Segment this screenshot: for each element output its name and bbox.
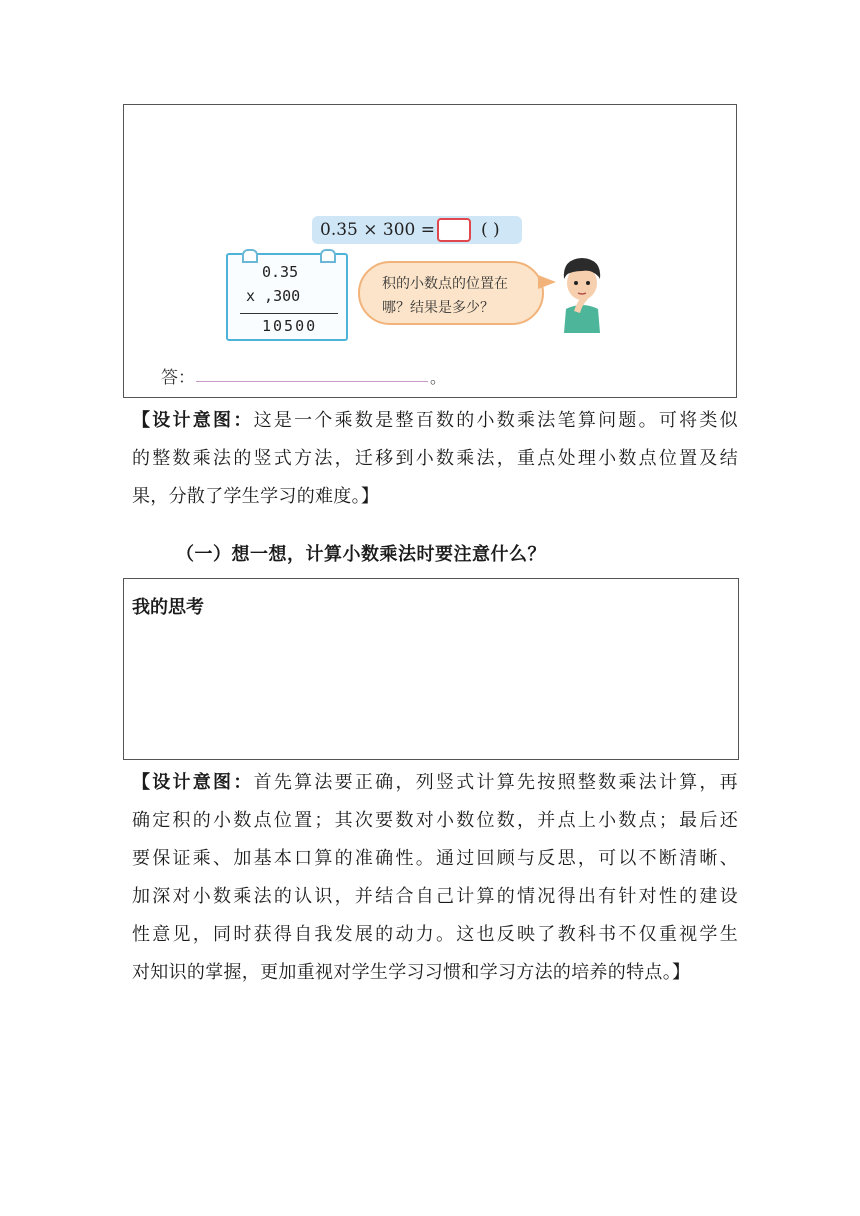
- intent2-line-2: 确定积的小数点位置；其次要数对小数位数，并点上小数点；最后还: [132, 810, 738, 831]
- intent1-line-3: 果，分散了学生学习的难度。】: [132, 486, 380, 507]
- intent2-text-1: 首先算法要正确，列竖式计算先按照整数乘法计算，再: [253, 772, 738, 793]
- unit-paren: ( ): [481, 220, 500, 240]
- vertical-calculation-paper: [226, 253, 348, 341]
- design-intent-1: [132, 402, 738, 516]
- speech-bubble: [358, 261, 544, 325]
- vertical-line-1: 0.35: [262, 263, 299, 281]
- intent1-line-1: [132, 402, 738, 440]
- section-heading: （一）想一想，计算小数乘法时要注意什么？: [176, 544, 546, 565]
- intent1-text-1: 这是一个乘数是整百数的小数乘法笔算问题。可将类似: [253, 410, 738, 431]
- design-intent-2: [132, 764, 738, 992]
- vertical-line-2: x ,300: [246, 287, 301, 305]
- equation-text: 0.35 × 300 =: [320, 220, 435, 240]
- my-thinking-title: 我的思考: [132, 597, 204, 618]
- problem-box: [123, 104, 737, 398]
- vertical-result: 10500: [262, 317, 318, 335]
- bubble-line-2: 哪？结果是多少？: [382, 300, 494, 316]
- equation-bar: [312, 216, 522, 244]
- intent2-line-1: [132, 764, 738, 802]
- intent1-line-2: 的整数乘法的竖式方法，迁移到小数乘法，重点处理小数点位置及结: [132, 448, 738, 469]
- answer-input-line[interactable]: [196, 381, 428, 382]
- intent2-line-6: 对知识的掌握，更加重视对学生学习习惯和学习方法的培养的特点。】: [132, 962, 691, 983]
- intent2-line-5: 性意见，同时获得自我发展的动力。这也反映了教科书不仅重视学生: [132, 924, 738, 945]
- answer-blank-box[interactable]: [437, 218, 471, 242]
- intent-label: 【设计意图：: [132, 410, 254, 431]
- intent-label: 【设计意图：: [132, 772, 254, 793]
- my-thinking-box[interactable]: [123, 578, 739, 760]
- calc-rule: [240, 313, 338, 314]
- answer-end-mark: 。: [430, 368, 447, 387]
- thinking-boy-icon: [554, 253, 610, 333]
- bubble-line-1: 积的小数点的位置在: [382, 276, 508, 292]
- intent2-line-3: 要保证乘、加基本口算的准确性。通过回顾与反思，可以不断清晰、: [132, 848, 738, 869]
- intent2-line-4: 加深对小数乘法的认识，并结合自己计算的情况得出有针对性的建设: [132, 886, 738, 907]
- answer-label: 答：: [161, 368, 195, 388]
